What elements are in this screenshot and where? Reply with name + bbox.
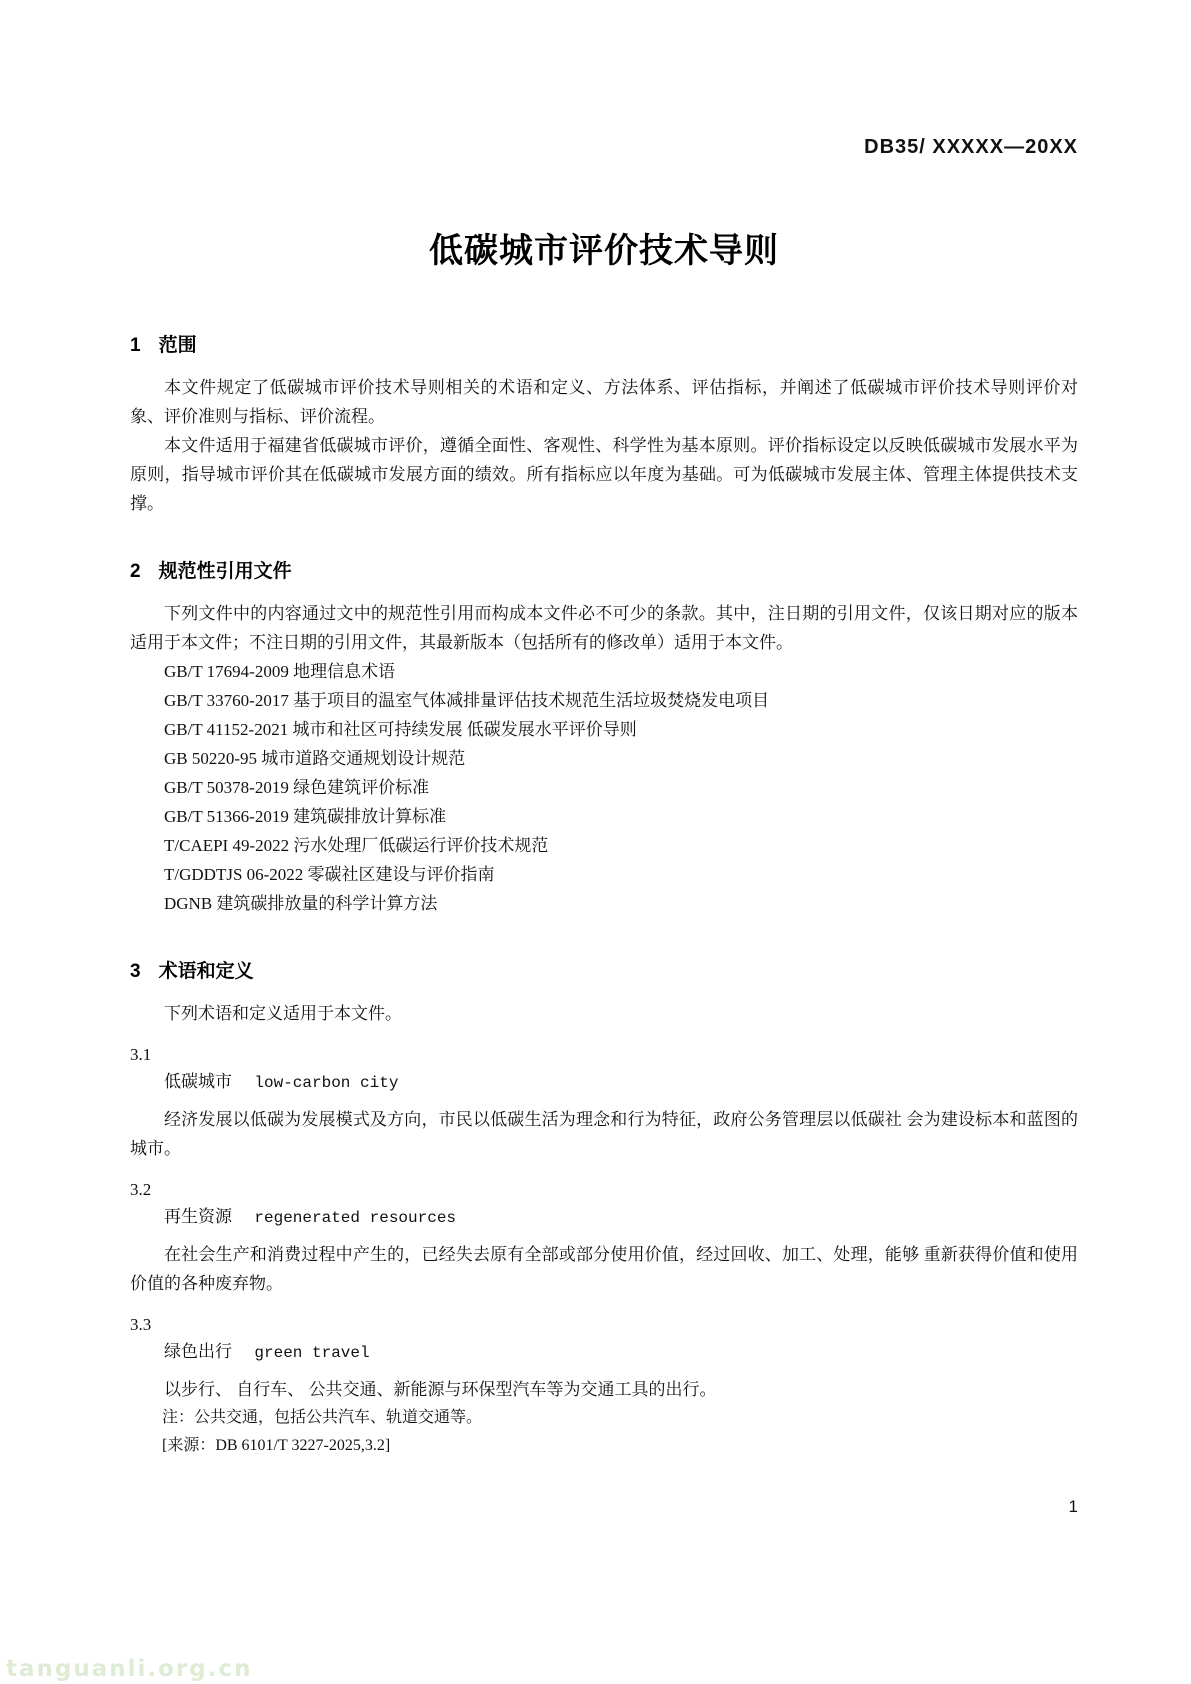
- reference-item: GB/T 41152-2021 城市和社区可持续发展 低碳发展水平评价导则: [164, 720, 637, 739]
- term-entry-3-1: [130, 1042, 1078, 1163]
- section-1-number: 1: [130, 335, 141, 356]
- term-name-zh: 绿色出行: [164, 1342, 232, 1361]
- standard-code-header: DB35/ XXXXX—20XX: [864, 136, 1078, 158]
- document-title: 低碳城市评价技术导则: [429, 232, 779, 270]
- reference-item: GB 50220-95 城市道路交通规划设计规范: [164, 749, 466, 768]
- term-name-zh: 再生资源: [164, 1207, 232, 1226]
- section-3-heading: [130, 956, 1078, 983]
- term-name-en: green travel: [254, 1344, 370, 1362]
- term-source: [来源：DB 6101/T 3227-2025,3.2]: [162, 1437, 391, 1454]
- term-note: 注：公共交通，包括公共汽车、轨道交通等。: [162, 1409, 483, 1426]
- term-definition: 经济发展以低碳为发展模式及方向，市民以低碳生活为理念和行为特征，政府公务管理层以低碳社 会为建设标本和蓝图的城市。: [130, 1110, 1078, 1158]
- term-title-line: [130, 1203, 1078, 1232]
- reference-item: T/CAEPI 49-2022 污水处理厂低碳运行评价技术规范: [164, 836, 549, 855]
- term-definition: 以步行、 自行车、 公共交通、新能源与环保型汽车等为交通工具的出行。: [164, 1380, 717, 1399]
- term-name-zh: 低碳城市: [164, 1072, 232, 1091]
- page-number: 1: [1068, 1497, 1078, 1516]
- term-definition: 在社会生产和消费过程中产生的，已经失去原有全部或部分使用价值，经过回收、加工、处理，能够 重新获得价值和使用价值的各种废弃物。: [130, 1245, 1078, 1293]
- section-3-number: 3: [130, 961, 141, 982]
- reference-item: T/GDDTJS 06-2022 零碳社区建设与评价指南: [164, 865, 495, 884]
- reference-item: GB/T 51366-2019 建筑碳排放计算标准: [164, 807, 447, 826]
- watermark-text: tanguanli.org.cn: [6, 1656, 253, 1682]
- reference-item: GB/T 33760-2017 基于项目的温室气体减排量评估技术规范生活垃圾焚烧发电项目: [164, 691, 770, 710]
- term-number: 3.3: [130, 1315, 152, 1334]
- section-3-title: 术语和定义: [158, 961, 254, 982]
- section-2-heading: [130, 556, 1078, 583]
- normative-references-list: [130, 657, 1078, 918]
- term-name-en: regenerated resources: [254, 1209, 457, 1227]
- term-number: 3.2: [130, 1180, 152, 1199]
- section-2-paragraph: 下列文件中的内容通过文中的规范性引用而构成本文件必不可少的条款。其中，注日期的引用文件，仅该日期对应的版本适用于本文件；不注日期的引用文件，其最新版本（包括所有的修改单）适用于本文件。: [130, 604, 1078, 652]
- section-1-title: 范围: [158, 335, 197, 356]
- term-title-line: [130, 1068, 1078, 1097]
- term-entry-3-3: [130, 1312, 1078, 1460]
- section-1-paragraph: 本文件规定了低碳城市评价技术导则相关的术语和定义、方法体系、评估指标，并阐述了低碳城市评价技术导则评价对象、评价准则与指标、评价流程。: [130, 378, 1078, 426]
- term-name-en: low-carbon city: [254, 1074, 399, 1092]
- reference-item: DGNB 建筑碳排放量的科学计算方法: [164, 894, 438, 913]
- section-1-paragraph: 本文件适用于福建省低碳城市评价，遵循全面性、客观性、科学性为基本原则。评价指标设定以反映低碳城市发展水平为原则，指导城市评价其在低碳城市发展方面的绩效。所有指标应以年度为基础。可为低碳城市发展主体、管理主体提供技术支撑。: [130, 436, 1078, 513]
- section-3-intro: 下列术语和定义适用于本文件。: [164, 1004, 402, 1023]
- section-1-heading: [130, 330, 1078, 357]
- reference-item: GB/T 50378-2019 绿色建筑评价标准: [164, 778, 430, 797]
- reference-item: GB/T 17694-2009 地理信息术语: [164, 662, 396, 681]
- term-entry-3-2: [130, 1177, 1078, 1298]
- term-number: 3.1: [130, 1045, 152, 1064]
- section-2-number: 2: [130, 561, 141, 582]
- section-2-title: 规范性引用文件: [158, 561, 292, 582]
- term-title-line: [130, 1338, 1078, 1367]
